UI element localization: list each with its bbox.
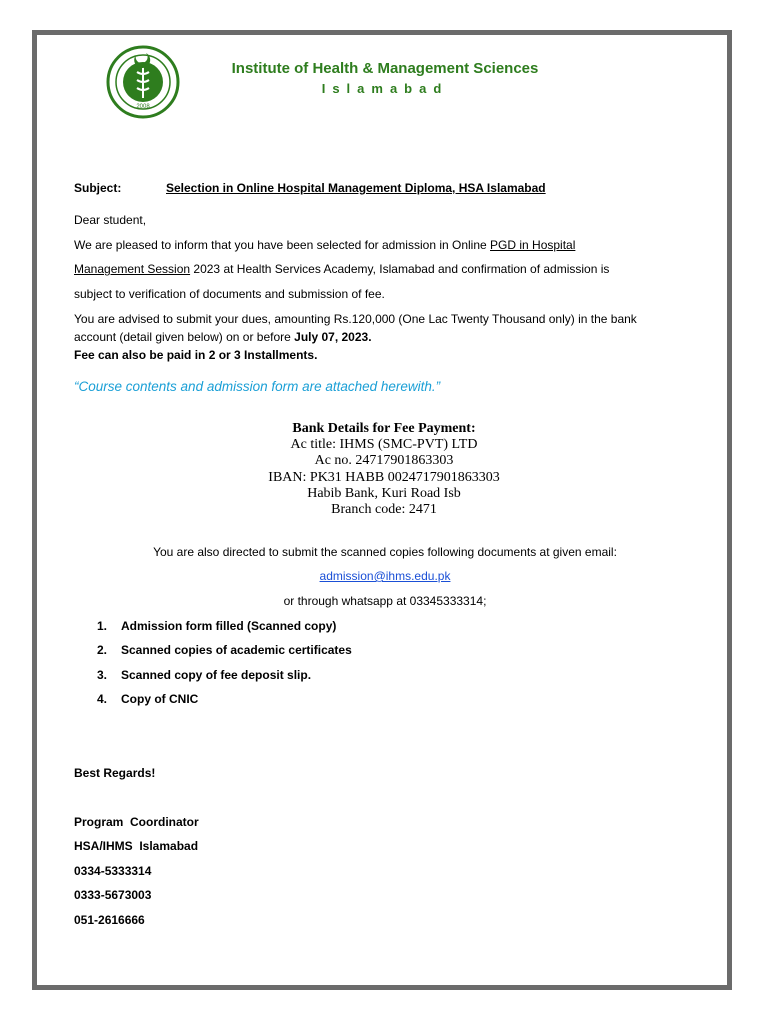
- document-number: 1.: [97, 619, 108, 633]
- email-line: [80, 569, 690, 583]
- program-link-part-1: PGD in Hospital: [490, 238, 576, 252]
- coordinator-org: HSA/IHMS Islamabad: [74, 839, 199, 853]
- bank-branch-code: Branch code: 2471: [331, 502, 437, 517]
- whatsapp-line: or through whatsapp at 03345333314;: [283, 594, 487, 608]
- bank-details-title: Bank Details for Fee Payment:: [292, 421, 476, 436]
- document-number: 3.: [97, 668, 108, 682]
- institute-city: Islamabad: [321, 81, 449, 96]
- document-item: Admission form filled (Scanned copy): [121, 619, 337, 633]
- paragraph-2-start: account (detail given below) on or before: [74, 330, 295, 344]
- due-date: July 07, 2023.: [294, 330, 372, 344]
- institute-logo: [106, 45, 180, 119]
- contact-phone-2: 0333-5673003: [74, 888, 152, 902]
- document-number: 2.: [97, 643, 108, 657]
- contact-phone-3: 051-2616666: [74, 913, 145, 927]
- document-number: 4.: [97, 692, 108, 706]
- paragraph-1-rest: 2023 at Health Services Academy, Islamabad and confirmation of admission is: [190, 262, 610, 276]
- paragraph-1-line-3: subject to verification of documents and submission of fee.: [74, 287, 385, 301]
- paragraph-1-line-2: [74, 262, 609, 276]
- coordinator-title: Program Coordinator: [74, 815, 199, 829]
- bank-iban: IBAN: PK31 HABB 0024717901863303: [268, 470, 500, 485]
- paragraph-2-line-2: [74, 330, 372, 344]
- admission-email-link[interactable]: admission@ihms.edu.pk: [319, 569, 451, 583]
- subject-label: Subject:: [74, 181, 122, 195]
- document-item: Scanned copy of fee deposit slip.: [121, 668, 312, 682]
- subject-text: Selection in Online Hospital Management Diploma, HSA Islamabad: [166, 181, 546, 195]
- institute-name: Institute of Health & Management Sciences: [231, 60, 539, 77]
- bank-account-number: Ac no. 24717901863303: [314, 453, 454, 468]
- paragraph-1-start: We are pleased to inform that you have been selected for admission in Online: [74, 238, 491, 252]
- paragraph-2-line-1: You are advised to submit your dues, amounting Rs.120,000 (One Lac Twenty Thousand only) in the bank: [74, 312, 637, 326]
- logo-year: 2008: [136, 104, 150, 110]
- attachment-note: “Course contents and admission form are attached herewith.”: [74, 379, 441, 394]
- submission-directive: You are also directed to submit the scanned copies following documents at given email:: [153, 545, 617, 559]
- program-link-part-2: Management Session: [74, 262, 191, 276]
- greeting: Dear student,: [74, 213, 147, 227]
- bank-name: Habib Bank, Kuri Road Isb: [307, 486, 461, 501]
- installments-note: Fee can also be paid in 2 or 3 Installments.: [74, 348, 318, 362]
- closing-regards: Best Regards!: [74, 766, 156, 780]
- bank-account-title: Ac title: IHMS (SMC-PVT) LTD: [290, 437, 478, 452]
- document-item: Scanned copies of academic certificates: [121, 643, 352, 657]
- document-item: Copy of CNIC: [121, 692, 199, 706]
- contact-phone-1: 0334-5333314: [74, 864, 152, 878]
- paragraph-1-line-1: [74, 238, 575, 252]
